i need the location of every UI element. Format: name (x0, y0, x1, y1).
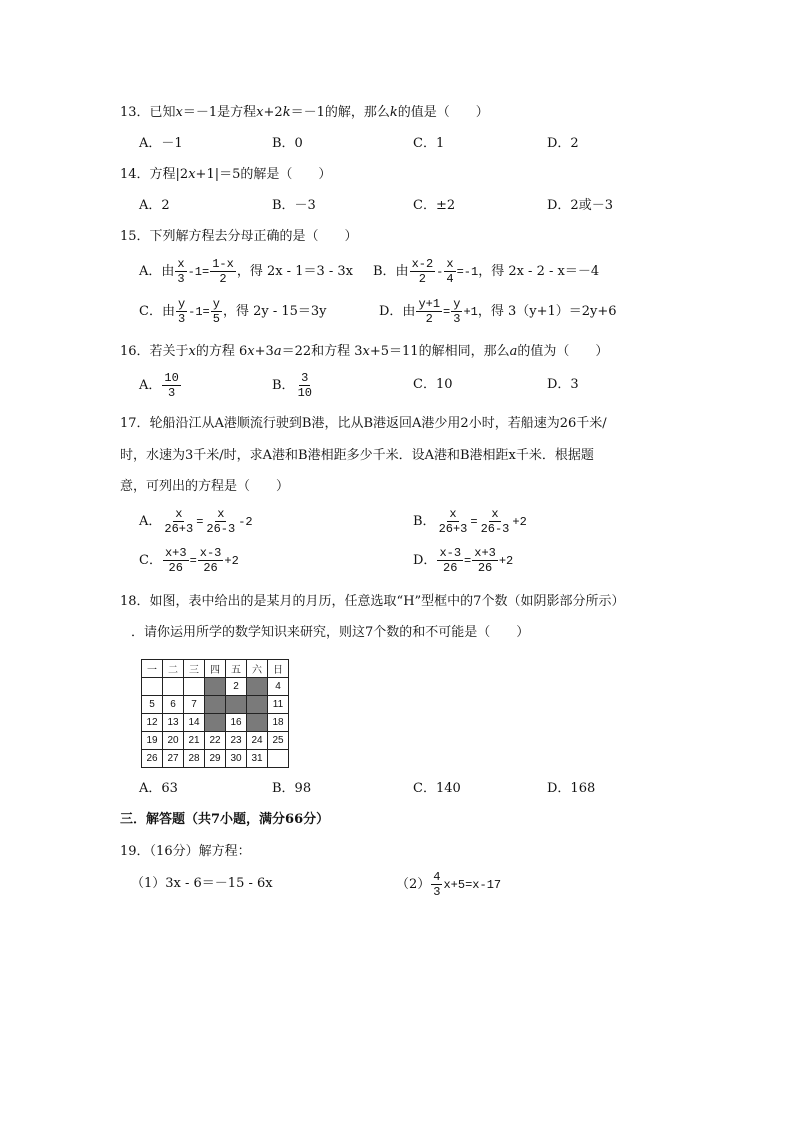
q18-option-d: D．168 (547, 781, 596, 796)
calendar-header-cell: 日 (268, 660, 289, 678)
q19-part-2: （2） 4 3 x+5=x-17 (396, 870, 502, 899)
calendar-cell: 13 (163, 714, 184, 732)
calendar-cell: 12 (142, 714, 163, 732)
calendar-cell: 2 (226, 678, 247, 696)
calendar-cell: 30 (226, 750, 247, 768)
calendar-row (142, 732, 289, 750)
calendar-table (141, 659, 289, 768)
calendar-row (142, 714, 289, 732)
calendar-cell (247, 678, 268, 696)
fraction: x 3 (177, 257, 185, 286)
q16-stem: 16．若关于x的方程 6x+3a＝22和方程 3x+5＝11的解相同，那么a的值为（ ） (120, 344, 609, 359)
section-heading: 三．解答题（共7小题，满分66分） (120, 812, 330, 827)
calendar-cell: 25 (268, 732, 289, 750)
calendar-cell (205, 678, 226, 696)
q17-option-a: A． $\frac{x}{26+3}$ = $\frac{x}{26-3}$ -2 (139, 507, 253, 536)
q14-option-c: C．±2 (413, 198, 456, 213)
calendar-header-cell: 二 (163, 660, 184, 678)
fraction: $\frac{x}{26-3}$ (480, 507, 510, 536)
q18-line-1: 18．如图，表中给出的是某月的月历，任意选取“H”型框中的7个数（如阴影部分所示） (120, 594, 625, 609)
calendar-cell (163, 678, 184, 696)
calendar-cell: 26 (142, 750, 163, 768)
q14-option-a: A．2 (139, 198, 170, 213)
q18-option-a: A．63 (139, 781, 178, 796)
calendar-cell (247, 714, 268, 732)
calendar-cell: 27 (163, 750, 184, 768)
q15-option-a: A．由 x 3 -1= $\frac{1-x}{2}$ ，得 2x - 1＝3 - 3x (139, 257, 354, 286)
q17-option-c: C． $\frac{x+3}{26}$ = $\frac{x-3}{26}$ +2 (139, 546, 239, 575)
q15-stem: 15．下列解方程去分母正确的是（ ） (120, 229, 358, 244)
calendar-row (142, 750, 289, 768)
fraction: 10 3 (164, 371, 179, 400)
q15-option-c: C．由 y 3 -1= $\frac{y}{5}$ ，得 2y - 15＝3y (139, 297, 327, 326)
fraction: 4 3 (433, 870, 441, 899)
fraction: $\frac{y+1}{2}$ (418, 297, 441, 326)
calendar-cell: 5 (142, 696, 163, 714)
q16-option-c: C．10 (413, 377, 453, 392)
q13-option-c: C．1 (413, 136, 445, 151)
fraction: $\frac{x-3}{26}$ (199, 546, 222, 575)
q18-line-2: ．请你运用所学的数学知识来研究，则这7个数的和不可能是（ ） (131, 625, 530, 640)
fraction: $\frac{x+3}{26}$ (164, 546, 187, 575)
q17-option-b: B． $\frac{x}{26+3}$ = $\frac{x}{26-3}$ +2 (413, 507, 527, 536)
calendar-cell: 21 (184, 732, 205, 750)
calendar-cell: 20 (163, 732, 184, 750)
q15-option-d: D．由 $\frac{y+1}{2}$ = $\frac{y}{3}$ +1 ，得 3（y+1）＝2y+6 (379, 297, 617, 326)
calendar-cell: 14 (184, 714, 205, 732)
q17-line-3: 意，可列出的方程是（ ） (120, 479, 290, 494)
calendar-header-cell: 五 (226, 660, 247, 678)
fraction: $\frac{x}{4}$ (446, 257, 454, 286)
q17-line-1: 17．轮船沿江从A港顺流行驶到B港，比从B港返回A港少用2小时，若船速为26千米/ (120, 416, 607, 431)
q13-option-a: A．－1 (139, 136, 183, 151)
calendar-cell: 28 (184, 750, 205, 768)
calendar-cell: 16 (226, 714, 247, 732)
calendar-row (142, 696, 289, 714)
calendar-cell (205, 714, 226, 732)
q14-stem: 14．方程|2x+1|＝5的解是（ ） (120, 167, 332, 182)
q16-option-d: D．3 (547, 377, 579, 392)
calendar-header-cell: 一 (142, 660, 163, 678)
calendar-cell (247, 696, 268, 714)
q15-option-b: B．由 x-2 2 - $\frac{x}{4}$ =-1 ，得 2x - 2 - x＝－4 (373, 257, 600, 286)
fraction: $\frac{x-3}{26}$ (439, 546, 462, 575)
calendar-cell (226, 696, 247, 714)
q16-option-b: B． 3 10 (272, 371, 312, 400)
q16-option-a: A． 10 3 (139, 371, 179, 400)
fraction: $\frac{y}{5}$ (212, 297, 220, 326)
fraction: $\frac{x}{26+3}$ (164, 507, 194, 536)
fraction: y 3 (177, 297, 186, 326)
q19-stem: 19．（16分）解方程： (120, 844, 251, 859)
calendar-cell (205, 696, 226, 714)
calendar-cell: 31 (247, 750, 268, 768)
calendar-cell: 6 (163, 696, 184, 714)
q13-option-d: D．2 (547, 136, 579, 151)
calendar-cell: 7 (184, 696, 205, 714)
fraction: $\frac{x+3}{26}$ (474, 546, 496, 575)
q18-option-c: C．140 (413, 781, 461, 796)
fraction: x-2 2 (411, 257, 434, 286)
q13-option-b: B．0 (272, 136, 303, 151)
calendar-header-row (142, 660, 289, 678)
calendar-row (142, 678, 289, 696)
calendar-cell: 23 (226, 732, 247, 750)
calendar-header-cell: 六 (247, 660, 268, 678)
calendar-cell: 11 (268, 696, 289, 714)
fraction: $\frac{x}{26+3}$ (438, 507, 468, 536)
calendar-cell: 29 (205, 750, 226, 768)
q17-option-d: D． $\frac{x-3}{26}$ = $\frac{x+3}{26}$ +2 (413, 546, 514, 575)
calendar-cell (142, 678, 163, 696)
fraction: 3 10 (297, 371, 312, 400)
calendar-cell (184, 678, 205, 696)
calendar-header-cell: 四 (205, 660, 226, 678)
calendar-cell: 22 (205, 732, 226, 750)
fraction: $\frac{1-x}{2}$ (212, 257, 234, 286)
fraction: $\frac{y}{3}$ (453, 297, 461, 326)
q17-line-2: 时，水速为3千米/时，求A港和B港相距多少千米．设A港和B港相距x千米．根据题 (120, 448, 594, 463)
calendar-cell: 4 (268, 678, 289, 696)
q14-option-b: B．－3 (272, 198, 316, 213)
calendar-header-cell: 三 (184, 660, 205, 678)
q14-option-d: D．2或－3 (547, 198, 613, 213)
calendar-cell: 18 (268, 714, 289, 732)
q19-part-1: （1）3x - 6＝－15 - 6x (131, 876, 273, 891)
q13-stem: 13．已知x＝－1是方程x+2k＝－1的解，那么k的值是（ ） (120, 105, 489, 120)
calendar-cell: 24 (247, 732, 268, 750)
calendar-cell: 19 (142, 732, 163, 750)
calendar-cell (268, 750, 289, 768)
q18-option-b: B．98 (272, 781, 312, 796)
fraction: $\frac{x}{26-3}$ (206, 507, 236, 536)
